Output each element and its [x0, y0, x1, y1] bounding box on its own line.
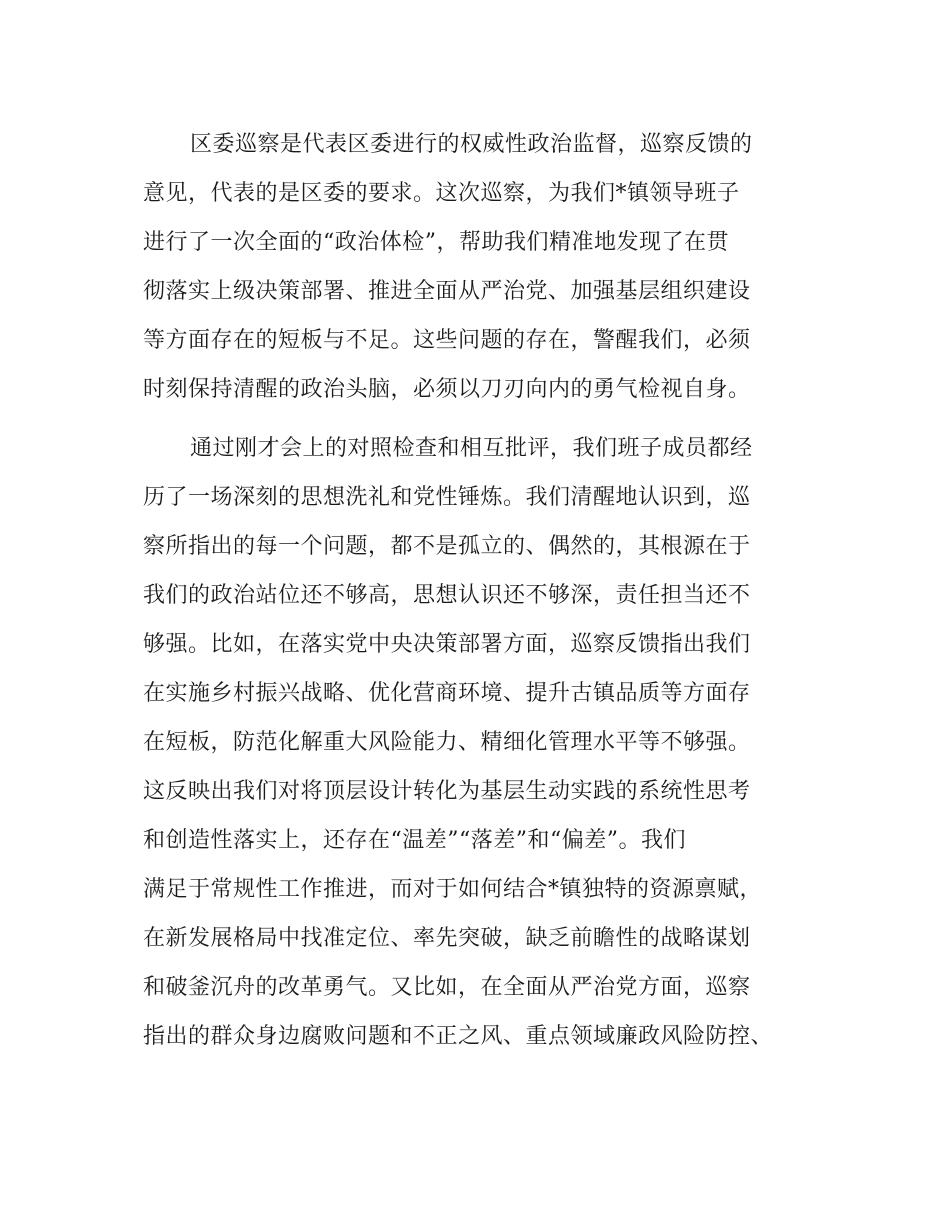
- text-line: 我们的政治站位还不够高，思想认识还不够深，责任担当还不: [143, 583, 751, 608]
- text-line: 通过刚才会上的对照检查和相互批评，我们班子成员都经: [190, 436, 753, 461]
- text-line: 历了一场深刻的思想洗礼和党性锤炼。我们清醒地认识到，巡: [143, 485, 751, 510]
- paragraph-2: [143, 424, 813, 1061]
- text-line: 意见，代表的是区委的要求。这次巡察，为我们*镇领导班子: [143, 181, 740, 206]
- text-line: 进行了一次全面的“政治体检”，帮助我们精准地发现了在贯: [143, 230, 729, 255]
- text-line: 在新发展格局中找准定位、率先突破，缺乏前瞻性的战略谋划: [143, 926, 751, 951]
- text-line: 彻落实上级决策部署、推进全面从严治党、加强基层组织建设: [143, 279, 751, 304]
- text-line: 够强。比如，在落实党中央决策部署方面，巡察反馈指出我们: [143, 632, 751, 657]
- text-line: 在实施乡村振兴战略、优化营商环境、提升古镇品质等方面存: [143, 681, 751, 706]
- paragraph-1: [143, 120, 813, 414]
- text-line: 区委巡察是代表区委进行的权威性政治监督，巡察反馈的: [190, 132, 753, 157]
- text-line: 指出的群众身边腐败问题和不正之风、重点领域廉政风险防控、: [143, 1024, 774, 1049]
- document-body: [143, 120, 813, 1061]
- text-line: 和破釜沉舟的改革勇气。又比如，在全面从严治党方面，巡察: [143, 975, 751, 1000]
- paragraph-spacer: [143, 414, 813, 424]
- text-line: 满足于常规性工作推进，而对于如何结合*镇独特的资源禀赋，: [143, 877, 763, 902]
- text-line: 时刻保持清醒的政治头脑，必须以刀刃向内的勇气检视自身。: [143, 377, 751, 402]
- text-line: 和创造性落实上，还存在“温差”“落差”和“偏差”。我们: [143, 828, 686, 853]
- text-line: 察所指出的每一个问题，都不是孤立的、偶然的，其根源在于: [143, 534, 751, 559]
- text-line: 等方面存在的短板与不足。这些问题的存在，警醒我们，必须: [143, 328, 751, 353]
- text-line: 这反映出我们对将顶层设计转化为基层生动实践的系统性思考: [143, 779, 751, 804]
- text-line: 在短板，防范化解重大风险能力、精细化管理水平等不够强。: [143, 730, 751, 755]
